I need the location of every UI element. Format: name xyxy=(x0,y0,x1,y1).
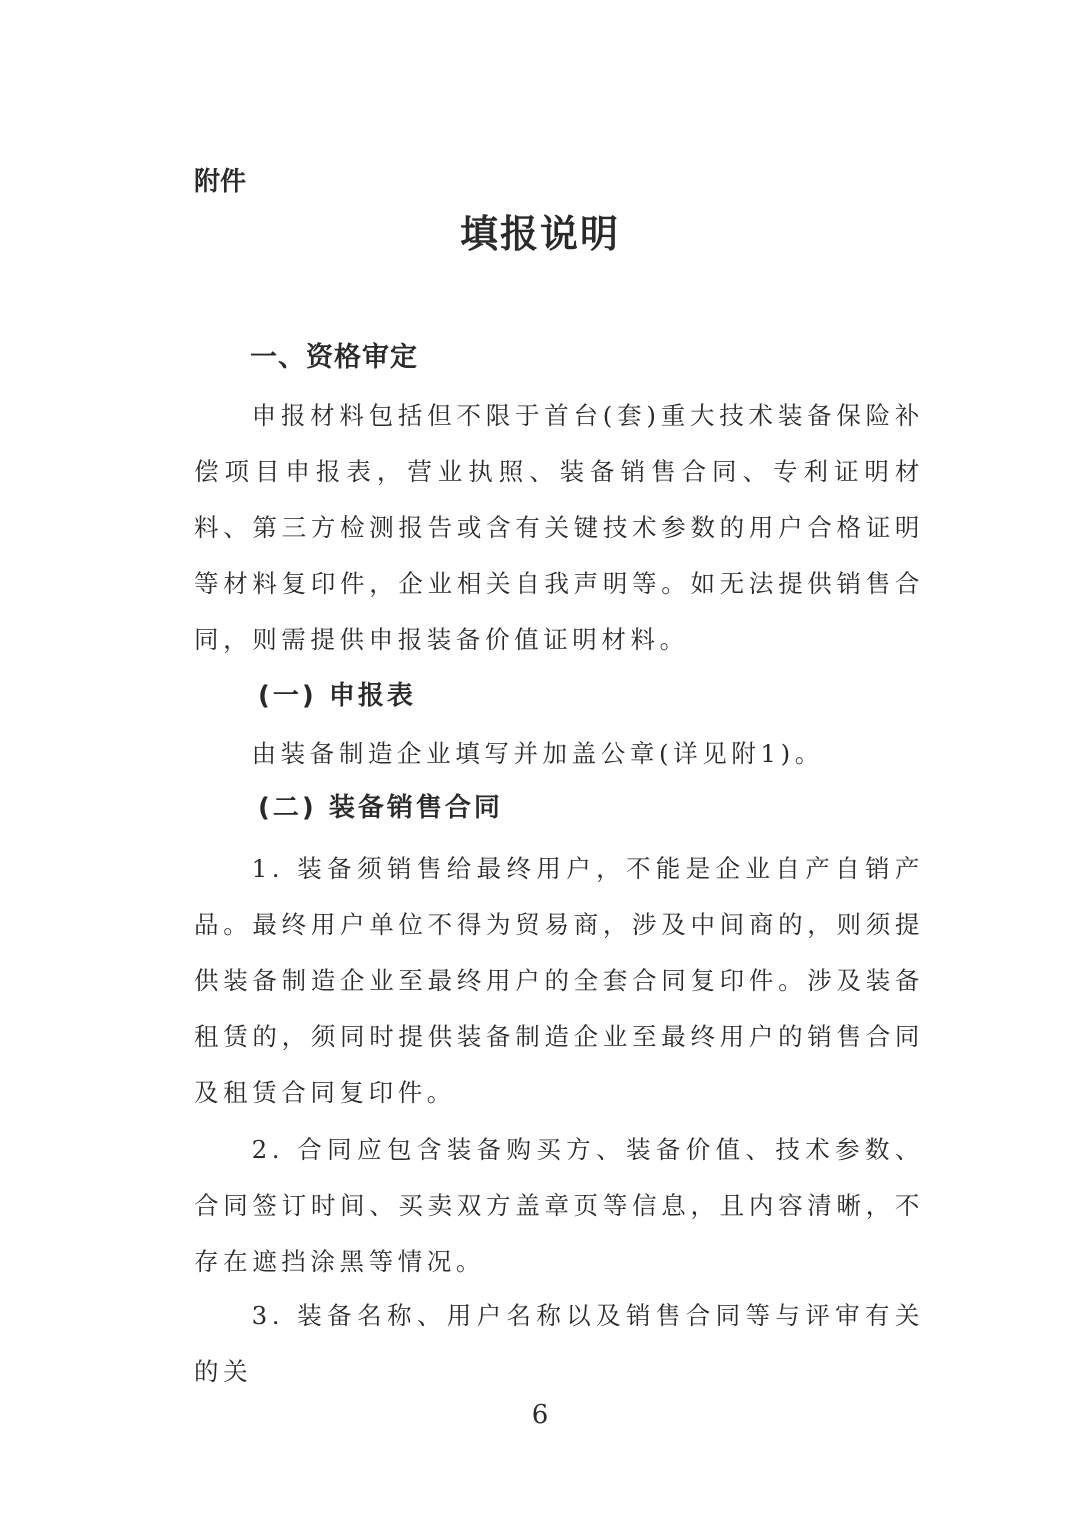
subsection-heading-sales-contract: (二) 装备销售合同 xyxy=(258,793,503,823)
application-form-paragraph: 由装备制造企业填写并加盖公章(详见附1)。 xyxy=(251,739,824,768)
sales-contract-item-3: 3. 装备名称、用户名称以及销售合同等与评审有关的关 xyxy=(194,1301,924,1386)
page-number: 6 xyxy=(531,1400,549,1430)
section-intro-paragraph: 申报材料包括但不限于首台(套)重大技术装备保险补偿项目申报表，营业执照、装备销售合同、专利证明材料、第三方检测报告或含有关键技术参数的用户合格证明等材料复印件，企业相关自我声明等。如无法提供销售合同，则需提供申报装备价值证明材料。 xyxy=(194,401,924,654)
section-heading-qualification: 一、资格审定 xyxy=(250,342,418,373)
attachment-label: 附件 xyxy=(194,167,247,197)
subsection-heading-application-form: (一) 申报表 xyxy=(258,681,416,711)
sales-contract-item-2: 2. 合同应包含装备购买方、装备价值、技术参数、合同签订时间、买卖双方盖章页等信息，且内容清晰，不存在遮挡涂黑等情况。 xyxy=(194,1135,924,1276)
page-title: 填报说明 xyxy=(459,212,620,256)
sales-contract-item-1: 1. 装备须销售给最终用户，不能是企业自产自销产品。最终用户单位不得为贸易商，涉及中间商的，则须提供装备制造企业至最终用户的全套合同复印件。涉及装备租赁的，须同时提供装备制造企业至最终用户的销售合同及租赁合同复印件。 xyxy=(194,854,924,1107)
